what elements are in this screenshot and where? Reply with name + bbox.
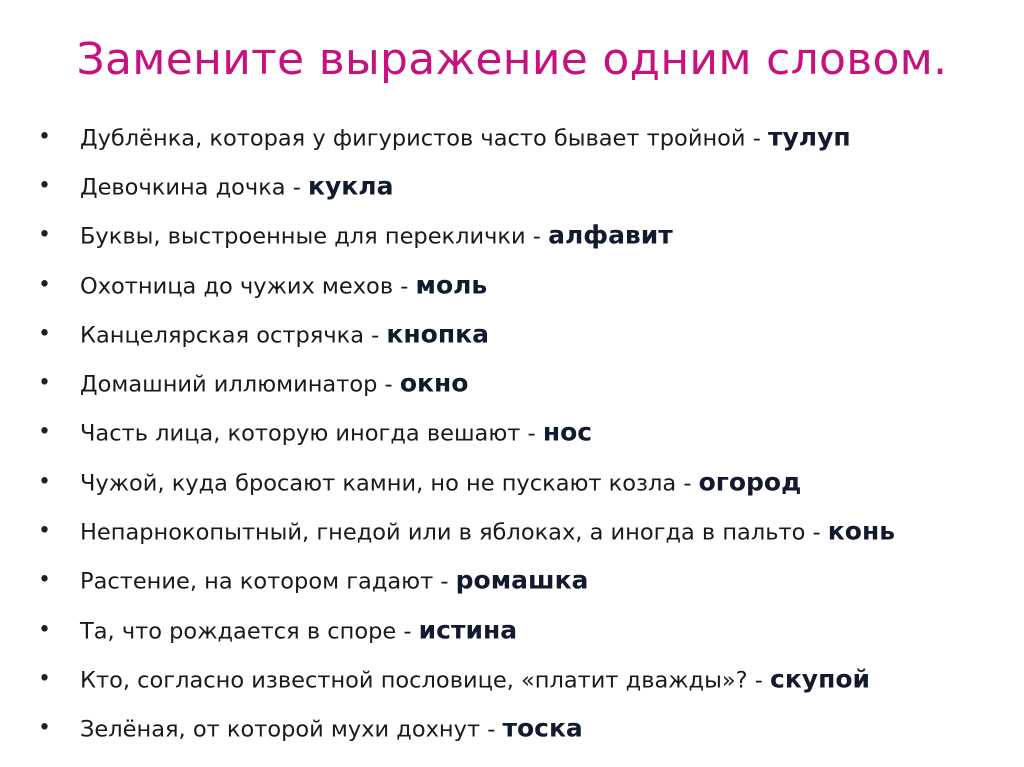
bullet-icon: •	[38, 321, 51, 347]
list-item	[38, 506, 998, 555]
slide-title: Замените выражение одним словом.	[76, 34, 948, 85]
riddle-text	[80, 664, 870, 693]
riddle-answer: огород	[698, 467, 802, 497]
list-item	[38, 556, 998, 605]
list-item	[38, 457, 998, 506]
bullet-icon: •	[38, 272, 51, 298]
bullet-icon: •	[38, 370, 51, 396]
riddle-answer: окно	[399, 368, 469, 398]
riddle-text	[80, 369, 468, 398]
riddle-question: Непарнокопытный, гнедой или в яблоках, а иногда в пальто -	[80, 519, 828, 546]
riddle-answer: нос	[542, 417, 593, 447]
riddle-question: Часть лица, которую иногда вешают -	[80, 420, 543, 447]
riddle-question: Домашний иллюминатор -	[80, 371, 400, 398]
list-item	[38, 309, 998, 358]
riddle-question: Девочкина дочка -	[80, 174, 309, 201]
riddle-text	[80, 418, 592, 447]
riddle-answer: алфавит	[548, 220, 673, 250]
bullet-icon: •	[38, 173, 51, 199]
bullet-icon: •	[38, 666, 51, 692]
riddle-text	[80, 467, 801, 496]
riddle-text	[80, 517, 895, 546]
riddle-text	[80, 122, 851, 151]
list-item	[38, 654, 998, 703]
riddle-question: Растение, на котором гадают -	[80, 568, 456, 595]
riddle-text	[80, 270, 487, 299]
riddle-list	[38, 112, 998, 753]
riddle-text	[80, 714, 583, 743]
list-item	[38, 161, 998, 210]
riddle-question: Кто, согласно известной пословице, «платит дважды»? -	[80, 667, 770, 694]
riddle-text	[80, 566, 588, 595]
bullet-icon: •	[38, 518, 51, 544]
riddle-question: Та, что рождается в споре -	[80, 618, 419, 645]
riddle-answer: скупой	[770, 664, 871, 694]
riddle-question: Чужой, куда бросают камни, но не пускают козла -	[80, 470, 699, 497]
riddle-text	[80, 171, 393, 200]
riddle-answer: тулуп	[767, 122, 851, 152]
list-item	[38, 260, 998, 309]
bullet-icon: •	[38, 715, 51, 741]
riddle-text	[80, 319, 489, 348]
riddle-answer: истина	[418, 615, 518, 645]
bullet-icon: •	[38, 617, 51, 643]
bullet-icon: •	[38, 469, 51, 495]
list-item	[38, 408, 998, 457]
riddle-answer: моль	[415, 270, 488, 300]
list-item	[38, 704, 998, 753]
riddle-answer: кукла	[308, 171, 394, 201]
riddle-question: Дублёнка, которая у фигуристов часто бывает тройной -	[80, 125, 768, 152]
list-item	[38, 211, 998, 260]
riddle-answer: ромашка	[455, 565, 589, 595]
riddle-text	[80, 221, 673, 250]
riddle-answer: конь	[827, 516, 896, 546]
bullet-icon: •	[38, 222, 51, 248]
riddle-question: Охотница до чужих мехов -	[80, 273, 416, 300]
riddle-question: Канцелярская острячка -	[80, 322, 387, 349]
riddle-answer: кнопка	[386, 319, 489, 349]
bullet-icon: •	[38, 567, 51, 593]
list-item	[38, 112, 998, 161]
bullet-icon: •	[38, 419, 51, 445]
riddle-text	[80, 615, 517, 644]
riddle-answer: тоска	[502, 713, 583, 743]
riddle-question: Буквы, выстроенные для переклички -	[80, 223, 549, 250]
list-item	[38, 358, 998, 407]
riddle-question: Зелёная, от которой мухи дохнут -	[80, 716, 503, 743]
list-item	[38, 605, 998, 654]
bullet-icon: •	[38, 124, 51, 150]
